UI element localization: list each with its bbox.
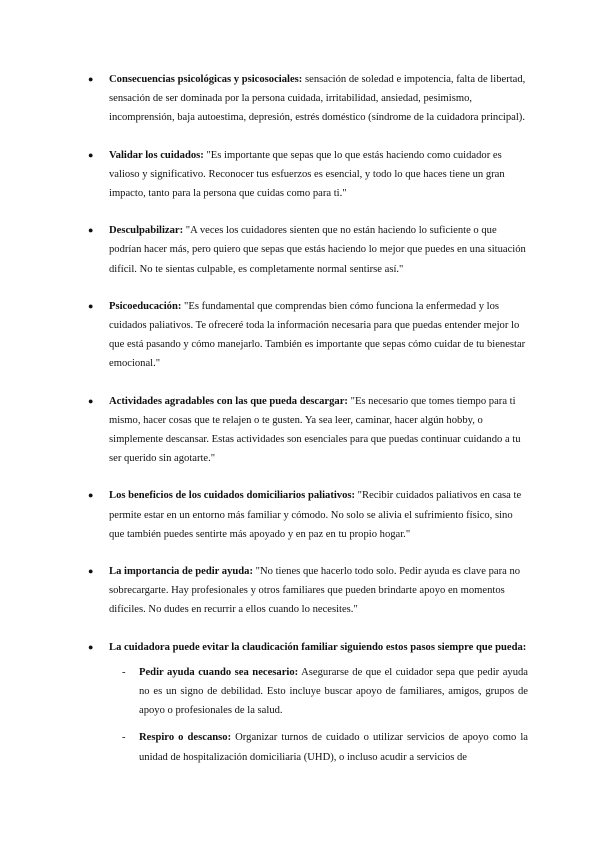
item-title: Actividades agradables con las que pueda descargar: <box>109 395 348 407</box>
dash-icon: - <box>122 666 126 678</box>
bullet-icon: ● <box>88 641 94 652</box>
list-item <box>88 562 528 620</box>
item-text: "No tienes que hacerlo todo solo. Pedir ayuda es clave para no sobrecargarte. Hay profesionales y otros familiares que pueden brindarte apoyo en momentos difíciles. No dudes en recurrir a ellos cuando lo necesites." <box>109 566 521 616</box>
list-item <box>88 70 528 128</box>
list-item <box>88 221 528 279</box>
item-title: La importancia de pedir ayuda: <box>109 566 254 578</box>
subitem-text: Asegurarse de que el cuidador sepa que pedir ayuda no es un signo de debilidad. Esto incluye buscar apoyo de familiares, amigos, grupos de apoyo o profesionales de la salud. <box>139 666 528 717</box>
bullet-list <box>88 70 528 785</box>
item-title: La cuidadora puede evitar la claudicación familiar siguiendo estos pasos siempre que pueda: <box>109 641 527 653</box>
sub-list-item <box>124 663 528 721</box>
list-item <box>88 638 528 767</box>
item-title: Validar los cuidados: <box>109 149 204 161</box>
subitem-title: Pedir ayuda cuando sea necesario: <box>139 666 299 678</box>
item-text: "Es necesario que tomes tiempo para ti mismo, hacer cosas que te relajen o te gusten. Ya sea leer, caminar, hacer algún hobby, o simplemente descansar. Estas actividades son esenciales para que puedas continuar cuidando a tu ser querido sin agotarte." <box>109 395 521 465</box>
bullet-icon: ● <box>88 395 94 406</box>
subitem-text: Organizar turnos de cuidado o utilizar servicios de apoyo como la unidad de hospitalización domiciliaria (UHD), o incluso acudir a servicios de <box>139 732 528 763</box>
list-item <box>88 146 528 204</box>
item-title: Consecuencias psicológicas y psicosociales: <box>109 74 303 85</box>
bullet-icon: ● <box>88 566 94 577</box>
item-text: "Recibir cuidados paliativos en casa te permite estar en un entorno más familiar y cómodo. No solo se alivia el sufrimiento físico, sino que también puedes sentirte más apoyado y en paz en tu propio hogar." <box>109 490 522 540</box>
bullet-icon: ● <box>88 225 94 236</box>
sub-list-item <box>124 728 528 766</box>
subitem-title: Respiro o descanso: <box>139 732 232 744</box>
item-text: "Es fundamental que comprendas bien cómo funciona la enfermedad y los cuidados paliativos. Te ofreceré toda la información necesaria para que puedas entender mejor lo que está pasando y cómo manejarlo. También es importante que sepas cómo cuidar de tu bienestar emocional." <box>109 300 526 370</box>
item-title: Psicoeducación: <box>109 300 182 312</box>
list-item <box>88 392 528 469</box>
item-text: "A veces los cuidadores sienten que no están haciendo lo suficiente o que podrían hacer más, pero quiero que sepas que estás haciendo lo mejor que puedes en una situación difícil. No te sientas culpable, es completamente normal sentirse así." <box>109 225 526 275</box>
list-item <box>88 297 528 374</box>
list-item <box>88 486 528 544</box>
bullet-icon: ● <box>88 74 94 84</box>
bullet-icon: ● <box>88 149 94 160</box>
item-text: sensación de soledad e impotencia, falta de libertad, sensación de ser dominada por la persona cuidada, irritabilidad, ansiedad, pesimismo, incomprensión, baja autoestima, depresión, estrés doméstico (síndrome de la cuidadora principal). <box>109 74 526 124</box>
item-text: "Es importante que sepas que lo que estás haciendo como cuidador es valioso y significativo. Reconocer tus esfuerzos es esencial, y todo lo que haces tiene un gran impacto, tanto para la persona que cuidas como para ti." <box>109 149 505 200</box>
bullet-icon: ● <box>88 300 94 311</box>
item-title: Desculpabilizar: <box>109 225 184 237</box>
sub-list <box>109 663 528 767</box>
item-title: Los beneficios de los cuidados domiciliarios paliativos: <box>109 490 356 502</box>
dash-icon: - <box>122 732 126 744</box>
bullet-icon: ● <box>88 490 94 501</box>
